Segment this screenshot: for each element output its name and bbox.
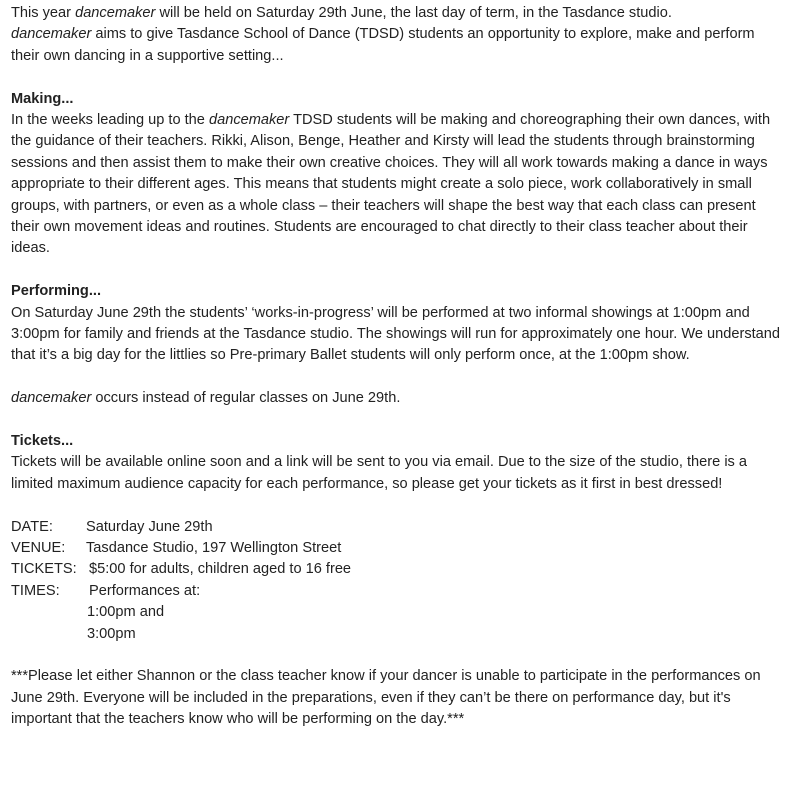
making-text: TDSD students will be making and choreographing their own dances, with the guidance of their teachers. Rikki, Alison, Benge, Heather and Kirsty will lead the students through brainstorming sessions and then assist them to make their own creative choices. They will all work towards making a dance in ways appropriate to their different ages. This means that students might create a solo piece, work collaboratively in small groups, with partners, or even as a whole class – their teachers will shape the best way that each class can present their own movement ideas and routines. Students are encouraged to chat directly to their class teacher about their ideas.: [11, 112, 771, 257]
dancemaker-emphasis: dancemaker: [75, 5, 156, 21]
venue-label: VENUE:: [11, 540, 66, 557]
intro-text: This year: [11, 5, 76, 21]
times-label: TIMES:: [11, 582, 60, 599]
tickets-heading: Tickets...: [11, 433, 74, 450]
date-row: [11, 517, 781, 538]
time-2: 3:00pm: [87, 625, 136, 642]
performing-paragraph: On Saturday June 29th the students’ ‘works-in-progress’ will be performed at two informal showings at 1:00pm and 3:00pm for family and friends at the Tasdance studio. The showings will run for approximately one hour. We understand that it’s a big day for the littlies so Pre-primary Ballet students will only perform once, at the 1:00pm show.: [11, 304, 781, 364]
making-text: In the weeks leading up to the: [11, 112, 209, 129]
classes-note: [11, 388, 781, 409]
performing-heading: Performing...: [11, 283, 102, 300]
tickets-value: $5:00 for adults, children aged to 16 free: [89, 561, 352, 578]
making-heading: Making...: [11, 90, 74, 107]
tickets-row: [11, 559, 781, 580]
date-label: DATE:: [11, 518, 53, 535]
dancemaker-emphasis: dancemaker: [11, 26, 92, 43]
classes-note-text: occurs instead of regular classes on June 29th.: [91, 390, 401, 407]
making-paragraph: [11, 110, 781, 260]
footer-notice: ***Please let either Shannon or the class teacher know if your dancer is unable to participate in the performances on June 29th. Everyone will be included in the preparations, even if they can’t be there on performance day, but it's important that the teachers know who will be performing on the day.***: [11, 668, 761, 728]
dancemaker-emphasis: dancemaker: [208, 112, 290, 129]
date-value: Saturday June 29th: [86, 518, 213, 535]
times-value: Performances at:: [89, 582, 201, 599]
tickets-label: TICKETS:: [11, 561, 77, 578]
event-details: [11, 517, 781, 645]
times-row: [11, 581, 781, 602]
tickets-paragraph: Tickets will be available online soon and a link will be sent to you via email. Due to the size of the studio, there is a limited maximum audience capacity for each performance, so please get your tickets as it first in best dressed!: [11, 454, 748, 492]
dancemaker-emphasis: dancemaker: [11, 390, 92, 407]
document: [11, 3, 781, 731]
intro-text: will be held on Saturday 29th June, the last day of term, in the Tasdance studio.: [155, 5, 672, 21]
intro-text: aims to give Tasdance School of Dance (TDSD) students an opportunity to explore, make and perform their own dancing in a supportive setting...: [11, 26, 755, 64]
time-1: 1:00pm and: [87, 604, 165, 621]
intro-paragraph: [11, 3, 781, 67]
venue-value: Tasdance Studio, 197 Wellington Street: [86, 540, 342, 557]
venue-row: [11, 538, 781, 559]
